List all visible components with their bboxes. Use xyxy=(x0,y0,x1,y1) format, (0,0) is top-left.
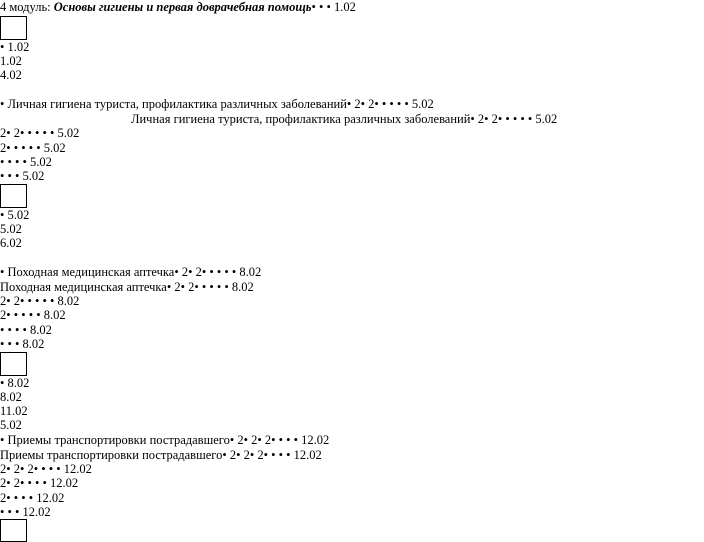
text-line: 2• 2• • • • • 5.02 xyxy=(0,126,80,140)
text-line: 2• 2• • • • • 8.02 xyxy=(0,294,80,308)
text-line: 2• • • • • 5.02 xyxy=(0,141,66,155)
empty-box xyxy=(0,352,27,376)
topic-line-transport: • Приемы транспортировки пострадавшего• 2• 2• 2• • • • 12.02 xyxy=(0,433,330,447)
text-line: 2• 2• • • • 12.02 xyxy=(0,476,79,490)
text-line: • • • 8.02 xyxy=(0,337,45,351)
text-line: 1.02 xyxy=(0,54,22,68)
empty-box xyxy=(0,519,27,542)
text-line: 2• • • • 12.02 xyxy=(0,491,65,505)
text-line: 11.02 xyxy=(0,404,28,418)
topic-line-transport-repeat: Приемы транспортировки пострадавшего• 2• 2• 2• • • • 12.02 xyxy=(0,448,322,462)
topic-line-hygiene-indented: Личная гигиена туриста, профилактика различных заболеваний• 2• 2• • • • • 5.02 xyxy=(131,112,558,126)
empty-box xyxy=(0,16,27,40)
text-line: • • • • 5.02 xyxy=(0,155,52,169)
text-line: 6.02 xyxy=(0,236,22,250)
module-header xyxy=(0,0,356,15)
topic-line-hygiene: • Личная гигиена туриста, профилактика различных заболеваний• 2• 2• • • • • 5.02 xyxy=(0,97,434,111)
text-line: • 8.02 xyxy=(0,376,30,390)
text-line: 2• • • • • 8.02 xyxy=(0,308,66,322)
text-line: 2• 2• 2• • • • 12.02 xyxy=(0,462,92,476)
text-line: 4.02 xyxy=(0,68,22,82)
module-suffix: • • • 1.02 xyxy=(311,0,356,14)
text-line: • 5.02 xyxy=(0,208,30,222)
text-line: • 1.02 xyxy=(0,40,30,54)
text-line: • • • 12.02 xyxy=(0,505,51,519)
module-title: Основы гигиены и первая доврачебная помощь xyxy=(53,0,312,14)
text-line: • • • 5.02 xyxy=(0,169,45,183)
text-line: 5.02 xyxy=(0,222,22,236)
module-prefix: 4 модуль: xyxy=(0,0,54,14)
text-line: 5.02 xyxy=(0,418,22,432)
empty-box xyxy=(0,184,27,208)
text-line: 8.02 xyxy=(0,390,22,404)
topic-line-first-aid-kit-repeat: Походная медицинская аптечка• 2• 2• • • • • 8.02 xyxy=(0,280,254,294)
text-line: • • • • 8.02 xyxy=(0,323,52,337)
topic-line-first-aid-kit: • Походная медицинская аптечка• 2• 2• • • • • 8.02 xyxy=(0,265,262,279)
